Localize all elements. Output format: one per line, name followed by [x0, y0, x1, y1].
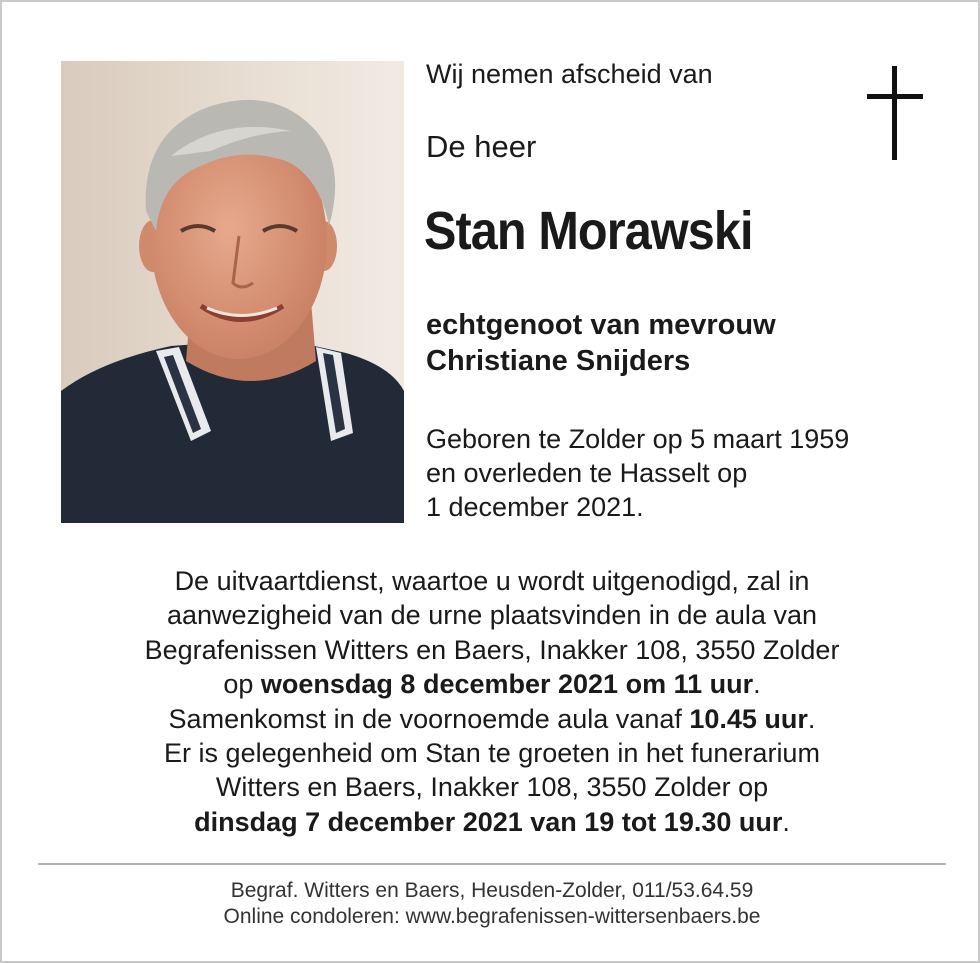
- online-condolences: Online condoleren: www.begrafenissen-wittersenbaers.be: [223, 905, 761, 928]
- service-line-4-prefix: op: [223, 669, 261, 700]
- cross-icon: [867, 66, 923, 160]
- service-line-5: [42, 702, 942, 736]
- service-line-8: [42, 805, 942, 839]
- gathering-time: 10.45 uur: [689, 703, 808, 734]
- footer: [42, 878, 942, 930]
- born-line-2: en overleden te Hasselt op: [426, 458, 748, 488]
- service-line-1: De uitvaartdienst, waartoe u wordt uitgenodigd, zal in: [174, 566, 810, 596]
- service-line-5-prefix: Samenkomst in de voornoemde aula vanaf: [168, 703, 690, 734]
- honorific-text: De heer: [426, 129, 537, 164]
- born-line-1: Geboren te Zolder op 5 maart 1959: [426, 424, 850, 454]
- spouse-line-1: echtgenoot van mevrouw: [426, 309, 776, 341]
- service-line-7: Witters en Baers, Inakker 108, 3550 Zolder op: [215, 772, 769, 803]
- service-line-8-suffix: .: [782, 806, 790, 837]
- service-line-4: [42, 667, 942, 701]
- service-line-6: Er is gelegenheid om Stan te groeten in het funerarium: [164, 738, 820, 769]
- intro-text: Wij nemen afscheid van: [426, 59, 713, 89]
- visitation-date-time: dinsdag 7 december 2021 van 19 tot 19.30 uur: [194, 806, 783, 837]
- divider: [38, 863, 946, 865]
- service-line-4-suffix: .: [753, 669, 761, 700]
- portrait-photo: [61, 61, 404, 523]
- spouse-block: [426, 307, 776, 379]
- birth-death-block: [426, 422, 849, 524]
- service-date-time: woensdag 8 december 2021 om 11 uur: [260, 669, 754, 700]
- service-line-2: aanwezigheid van de urne plaatsvinden in de aula van: [167, 600, 817, 631]
- deceased-name: Stan Morawski: [424, 201, 753, 261]
- service-line-5-suffix: .: [807, 703, 816, 734]
- born-line-3: 1 december 2021.: [426, 492, 644, 522]
- spouse-line-2: Christiane Snijders: [426, 345, 691, 377]
- service-details: [42, 564, 942, 839]
- service-line-3: Begrafenissen Witters en Baers, Inakker 108, 3550 Zolder: [144, 634, 840, 665]
- funeral-home-contact: Begraf. Witters en Baers, Heusden-Zolder, 011/53.64.59: [230, 879, 754, 902]
